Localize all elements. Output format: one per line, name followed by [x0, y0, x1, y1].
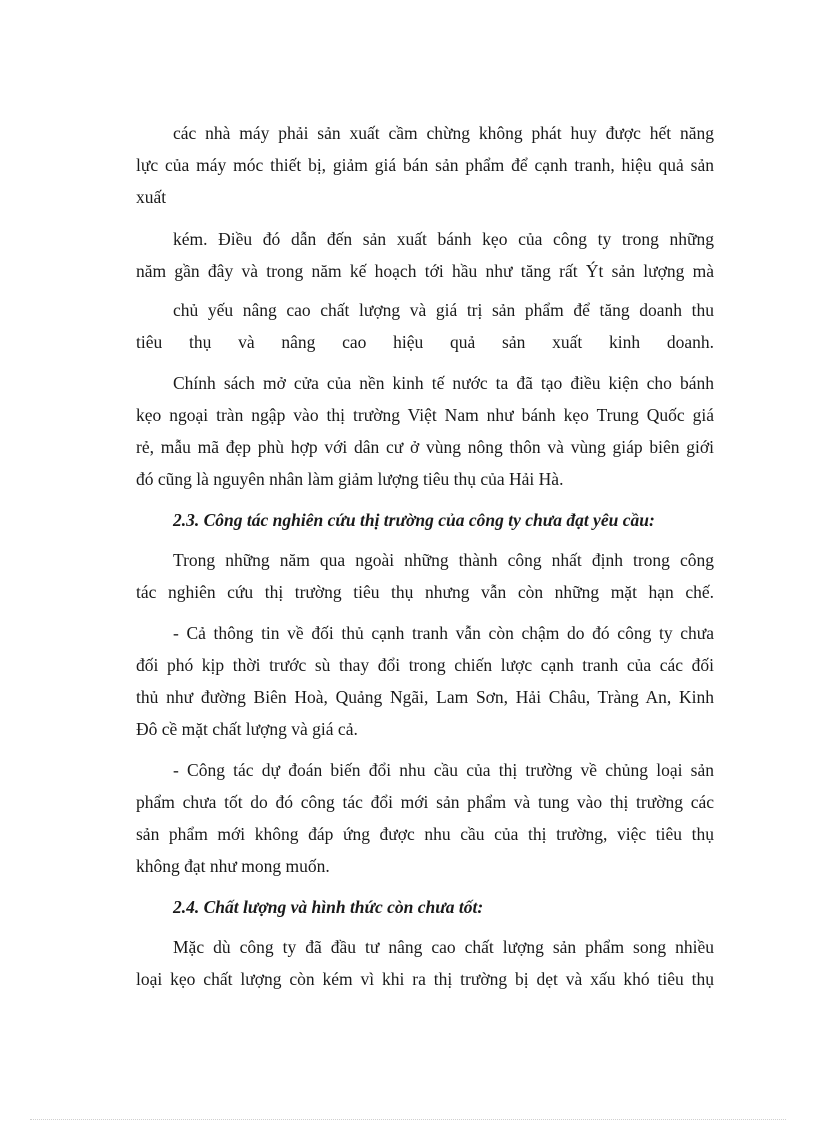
text-line: chủ yếu nâng cao chất lượng và giá trị sản phẩm để tăng doanh thu — [173, 300, 714, 320]
text-line: năm gần đây và trong năm kế hoạch tới hầu như tăng rất Ýt sản lượng mà — [136, 261, 714, 281]
section-heading: 2.3. Công tác nghiên cứu thị trường của công ty chưa đạt yêu cầu: — [173, 510, 655, 530]
text-line: kém. Điều đó dẫn đến sản xuất bánh kẹo của công ty trong những — [173, 229, 714, 249]
text-line: Mặc dù công ty đã đầu tư nâng cao chất lượng sản phẩm song nhiều — [173, 937, 714, 957]
text-line: các nhà máy phải sản xuất cầm chừng không phát huy được hết năng — [173, 123, 714, 143]
text-line: xuất — [136, 187, 167, 207]
text-line: Chính sách mở cửa của nền kinh tế nước ta đã tạo điều kiện cho bánh — [173, 373, 714, 393]
section-heading: 2.4. Chất lượng và hình thức còn chưa tốt: — [173, 897, 484, 917]
text-line: Đô cề mặt chất lượng và giá cả. — [136, 719, 358, 739]
text-line: rẻ, mẫu mã đẹp phù hợp với dân cư ở vùng nông thôn và vùng giáp biên giới — [136, 437, 714, 457]
text-line: sản phẩm mới không đáp ứng được nhu cầu của thị trường, việc tiêu thụ — [136, 824, 714, 844]
text-line: không đạt như mong muốn. — [136, 856, 330, 876]
text-line: kẹo ngoại tràn ngập vào thị trường Việt Nam như bánh kẹo Trung Quốc giá — [136, 405, 714, 425]
text-line: - Công tác dự đoán biến đổi nhu cầu của thị trường về chủng loại sản — [173, 760, 714, 780]
text-line: thủ như đường Biên Hoà, Quảng Ngãi, Lam Sơn, Hải Châu, Tràng An, Kinh — [136, 687, 714, 707]
text-line: phẩm chưa tốt do đó công tác đổi mới sản phẩm và tung vào thị trường các — [136, 792, 714, 812]
page-bottom-divider — [30, 1119, 786, 1120]
text-line: tác nghiên cứu thị trường tiêu thụ nhưng vẫn còn những mặt hạn chế. — [136, 582, 714, 602]
text-line: tiêu thụ và nâng cao hiệu quả sản xuất kinh doanh. — [136, 332, 714, 352]
text-line: Trong những năm qua ngoài những thành công nhất định trong công — [173, 550, 714, 570]
text-line: loại kẹo chất lượng còn kém vì khi ra thị trường bị dẹt và xấu khó tiêu thụ — [136, 969, 714, 989]
text-line: - Cả thông tin về đối thủ cạnh tranh vẫn còn chậm do đó công ty chưa — [173, 623, 714, 643]
text-line: đối phó kịp thời trước sù thay đổi trong chiến lược cạnh tranh của các đối — [136, 655, 714, 675]
text-line: đó cũng là nguyên nhân làm giảm lượng tiêu thụ của Hải Hà. — [136, 469, 564, 489]
text-line: lực của máy móc thiết bị, giảm giá bán sản phẩm để cạnh tranh, hiệu quả sản — [136, 155, 714, 175]
